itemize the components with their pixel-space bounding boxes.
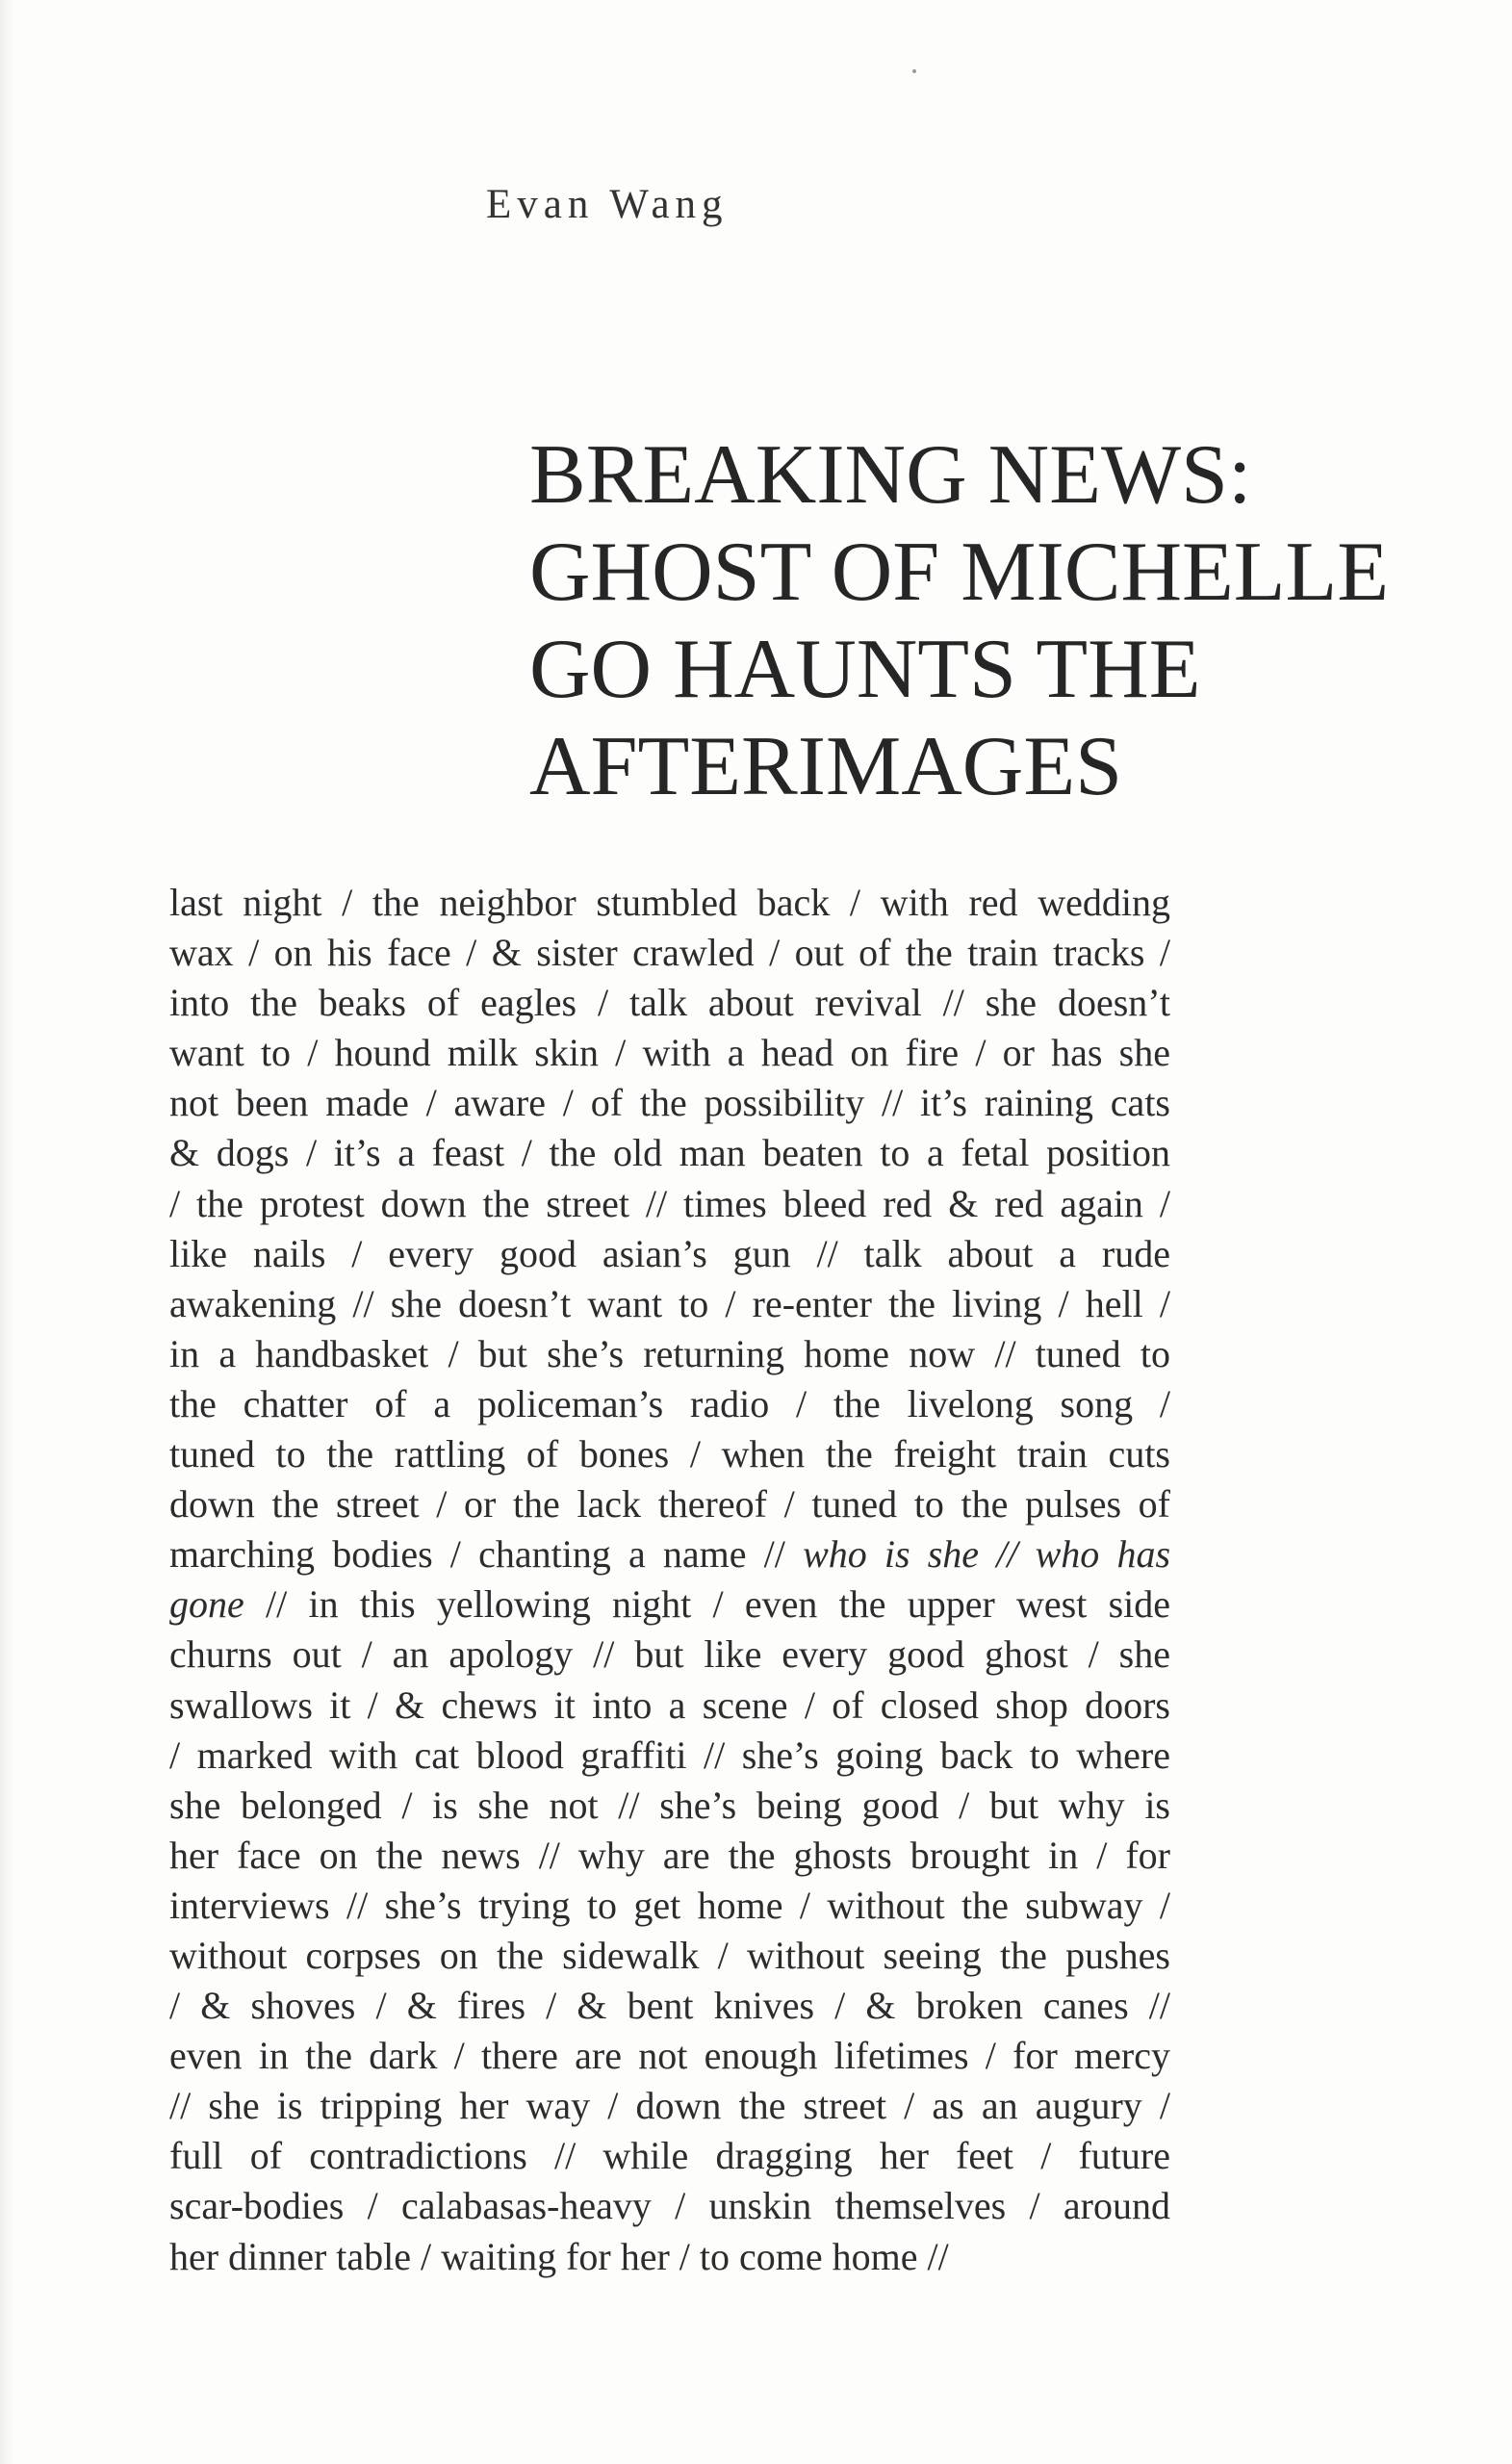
poem-line	[169, 928, 1170, 978]
poem-text: down the street / or the lack thereof / tuned to the pulses of	[169, 1482, 1170, 1527]
italic-text: who is she // who has	[803, 1532, 1171, 1577]
poem-body	[169, 878, 1170, 2282]
poem-line	[169, 1229, 1170, 1279]
poem-text: full of contradictions // while dragging her feet / future	[169, 2134, 1170, 2178]
poem-line	[169, 1931, 1170, 1981]
title-line: BREAKING NEWS:	[529, 428, 1252, 522]
poem-text: without corpses on the sidewalk / without seeing the pushes	[169, 1933, 1170, 1977]
poem-text: & dogs / it’s a feast / the old man beaten to a fetal position	[169, 1131, 1170, 1175]
poem-line	[169, 878, 1170, 928]
poem-line	[169, 2031, 1170, 2081]
poem-text: swallows it / & chews it into a scene / of closed shop doors	[169, 1682, 1170, 1727]
poem-line	[169, 1179, 1170, 1229]
poem-line	[169, 1329, 1170, 1379]
poem-line	[169, 2081, 1170, 2131]
poem-title	[529, 426, 1492, 815]
poem-text: she belonged / is she not // she’s being good / but why is	[169, 1783, 1170, 1827]
title-line: GHOST OF MICHELLE	[529, 526, 1390, 619]
poem-line	[169, 2131, 1170, 2181]
poem-line	[169, 1529, 1170, 1579]
poem-text: interviews // she’s trying to get home / without the subway /	[169, 1883, 1170, 1927]
poem-text: marching bodies / chanting a name //	[169, 1532, 804, 1577]
poem-line	[169, 978, 1170, 1028]
poem-text: // in this yellowing night / even the upper west side	[243, 1582, 1170, 1627]
poem-text: not been made / aware / of the possibility // it’s raining cats	[169, 1081, 1170, 1125]
poem-text: want to / hound milk skin / with a head on fire / or has she	[169, 1031, 1170, 1075]
poem-line	[169, 1881, 1170, 1931]
poem-text: the chatter of a policeman’s radio / the livelong song /	[169, 1381, 1170, 1425]
poem-text: last night / the neighbor stumbled back / with red wedding	[169, 881, 1170, 924]
page-edge-shadow	[0, 0, 13, 2464]
poem-text: tuned to the rattling of bones / when the freight train cuts	[169, 1432, 1170, 1476]
italic-text: gone	[169, 1582, 244, 1627]
poem-line	[169, 1279, 1170, 1329]
poem-text: in a handbasket / but she’s returning home now // tuned to	[169, 1331, 1170, 1375]
author-name: Evan Wang	[486, 182, 729, 227]
poem-line	[169, 1379, 1170, 1429]
poem-text: wax / on his face / & sister crawled / out of the train tracks /	[169, 931, 1170, 975]
poem-line	[169, 1479, 1170, 1529]
poem-text: her face on the news // why are the ghosts brought in / for	[169, 1833, 1170, 1877]
poem-text: like nails / every good asian’s gun // talk about a rude	[169, 1231, 1170, 1275]
poem-text: churns out / an apology // but like every good ghost / she	[169, 1632, 1170, 1677]
poem-line	[169, 2181, 1170, 2231]
poem-line	[169, 1781, 1170, 1831]
poem-line	[169, 1128, 1170, 1178]
poem-line	[169, 1731, 1170, 1781]
poem-text: awakening // she doesn’t want to / re-enter the living / hell /	[169, 1281, 1170, 1325]
poem-line	[169, 1579, 1170, 1630]
poem-line	[169, 2232, 1170, 2282]
poem-line	[169, 1681, 1170, 1731]
title-line: AFTERIMAGES	[529, 720, 1123, 813]
poem-line	[169, 1429, 1170, 1479]
poem-line	[169, 1981, 1170, 2031]
title-line: GO HAUNTS THE	[529, 623, 1201, 716]
paper-speck	[912, 69, 916, 73]
poem-line	[169, 1078, 1170, 1128]
poem-text: / marked with cat blood graffiti // she’s going back to where	[169, 1732, 1170, 1777]
poem-text: / the protest down the street // times bleed red & red again /	[169, 1181, 1170, 1225]
poem-text: her dinner table / waiting for her / to come home //	[169, 2234, 949, 2278]
poem-text: even in the dark / there are not enough lifetimes / for mercy	[169, 2034, 1170, 2078]
poem-line	[169, 1630, 1170, 1680]
poem-text: into the beaks of eagles / talk about revival // she doesn’t	[169, 981, 1170, 1025]
poem-line	[169, 1028, 1170, 1078]
poem-text: / & shoves / & fires / & bent knives / & broken canes //	[169, 1984, 1170, 2028]
poem-line	[169, 1831, 1170, 1881]
poem-text: // she is tripping her way / down the street / as an augury /	[169, 2084, 1170, 2128]
poem-text: scar-bodies / calabasas-heavy / unskin themselves / around	[169, 2184, 1170, 2228]
